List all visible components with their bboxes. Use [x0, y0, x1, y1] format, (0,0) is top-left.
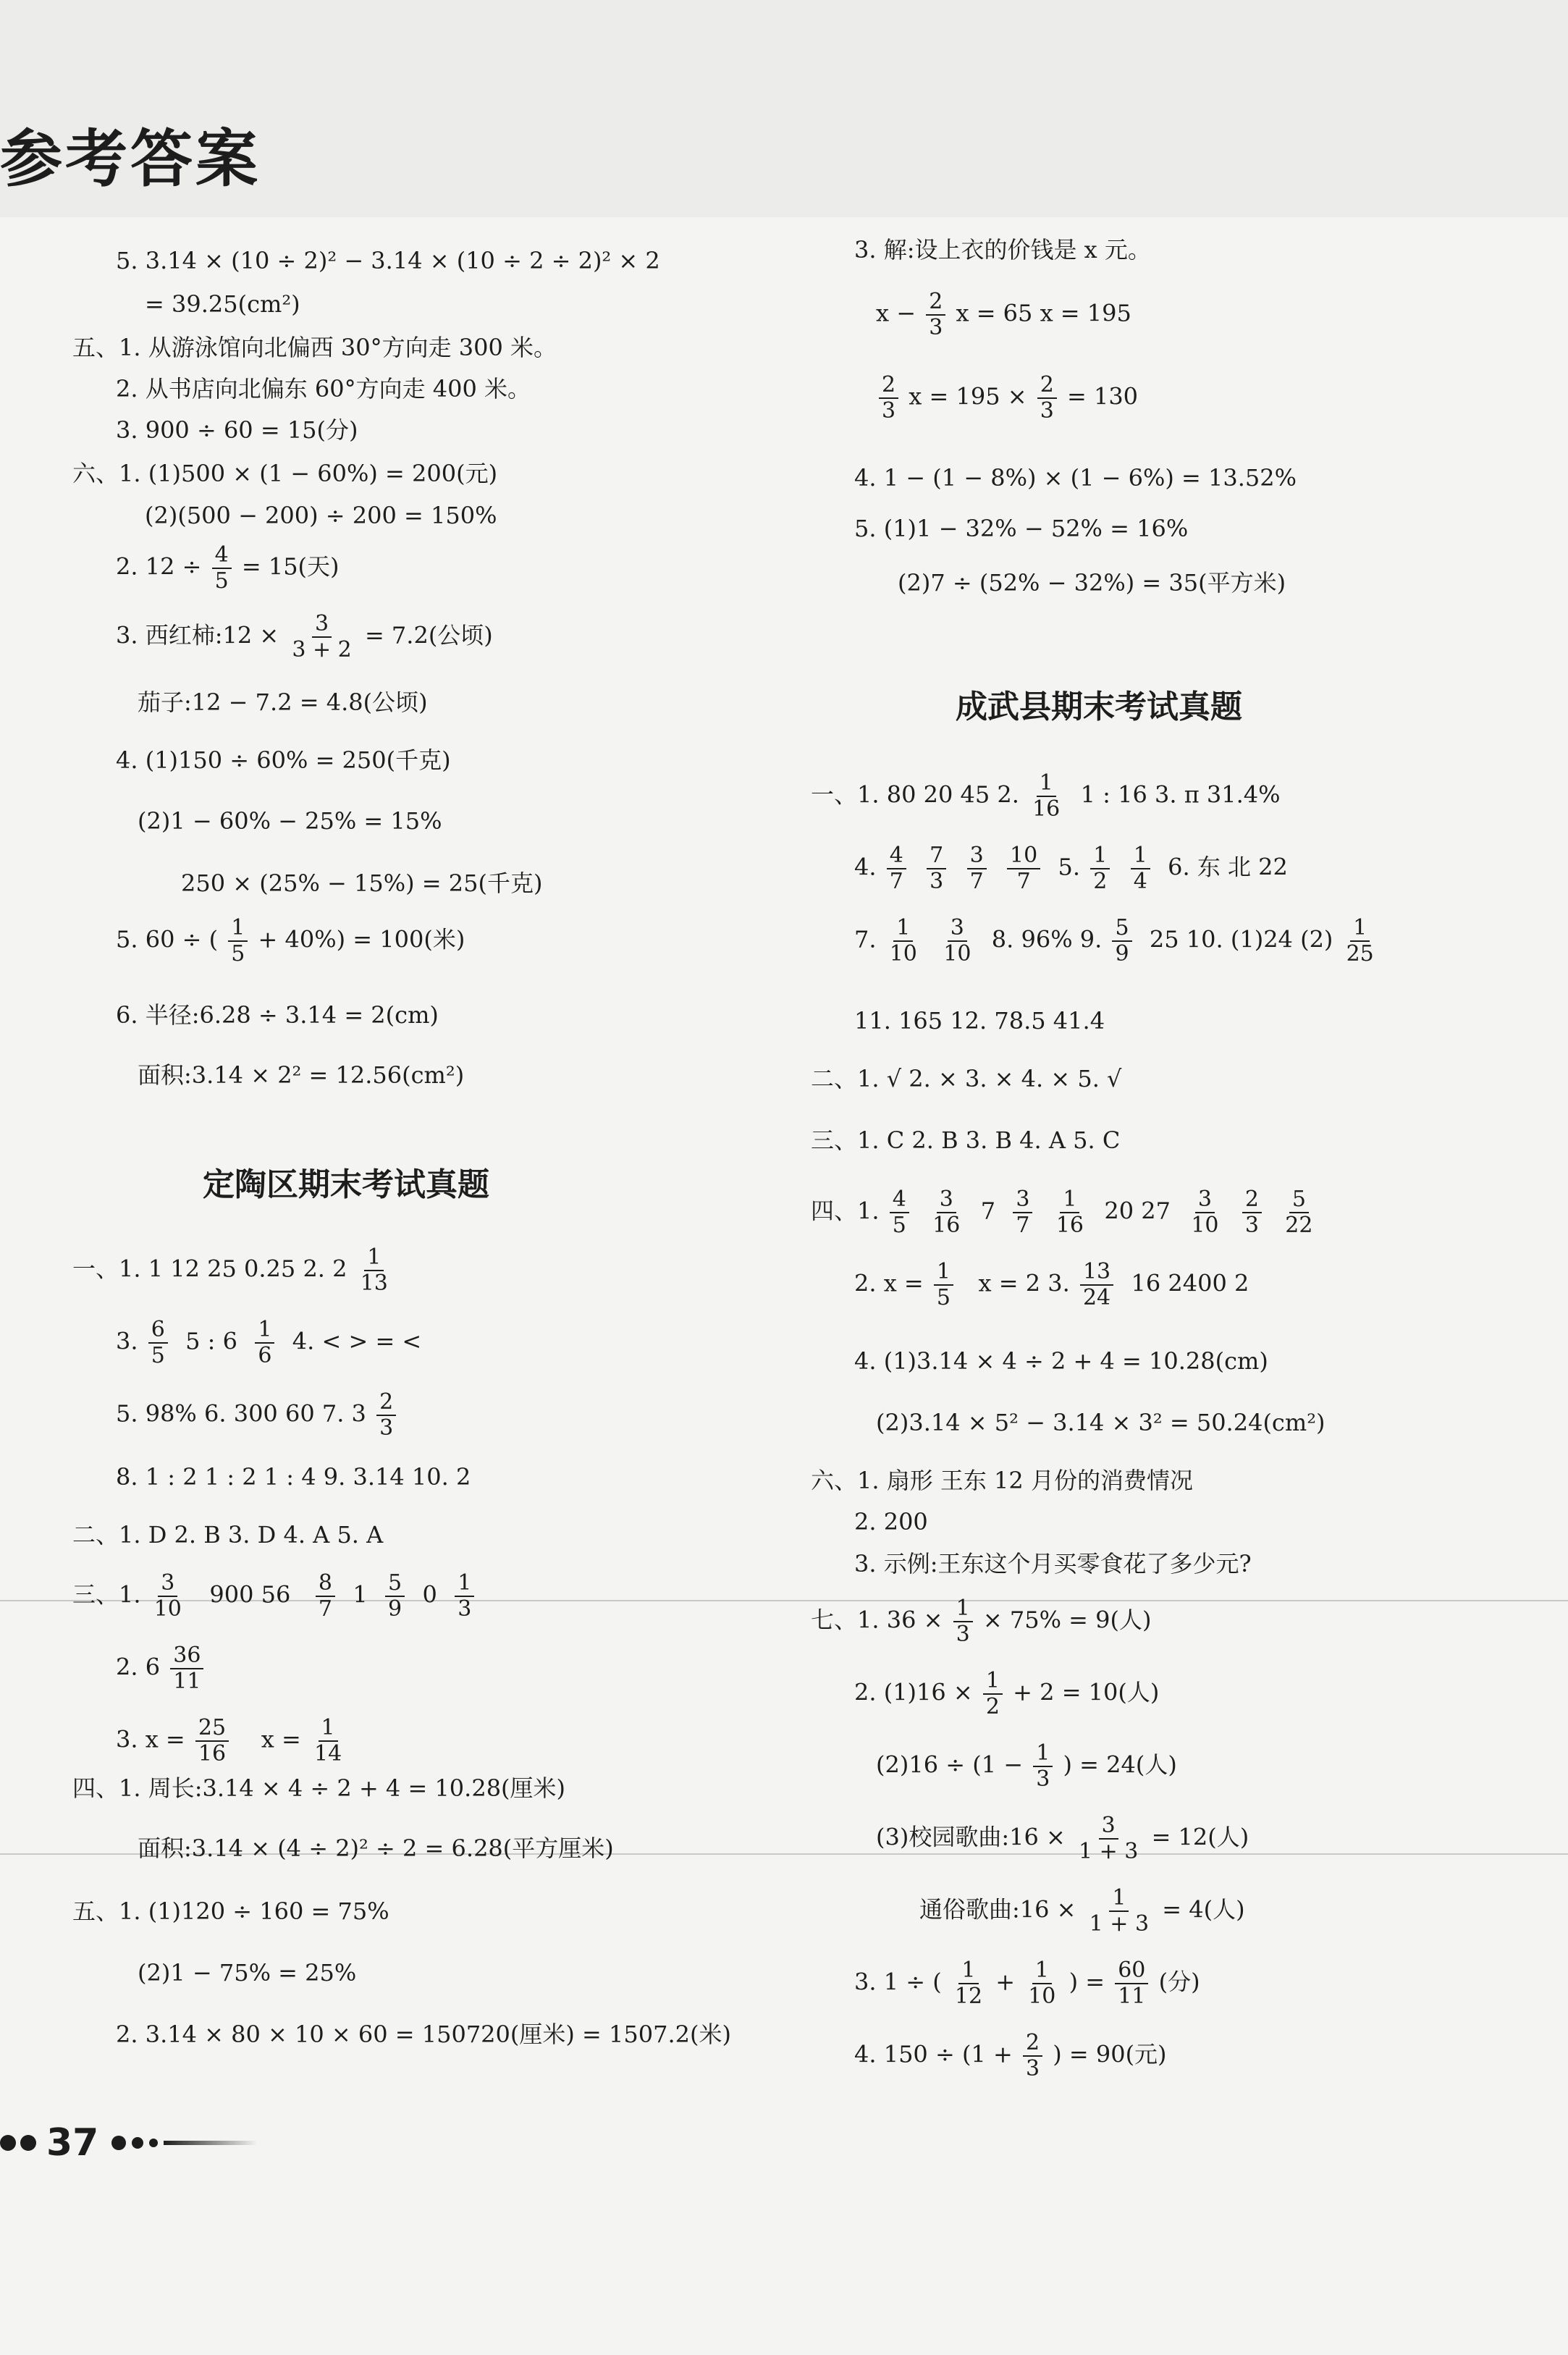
fraction: $\frac{10}{7}$: [1007, 843, 1040, 894]
answer-line: 5. 98% 6. 300 60 7. 3 $\frac{2}{3}$: [116, 1390, 399, 1441]
fraction: $\frac{1}{3}$: [455, 1571, 474, 1622]
answer-line: 3. 1 ÷ ( $\frac{1}{12}$ + $\frac{1}{10}$ ) = $\frac{60}{11}$ (分): [854, 1958, 1200, 2009]
answer-line: 2. 6 $\frac{36}{11}$: [116, 1643, 206, 1694]
answer-line: = 39.25(cm²): [145, 290, 300, 318]
answer-line: 2. (1)16 × $\frac{1}{2}$ + 2 = 10(人): [854, 1668, 1160, 1719]
fraction: $\frac{60}{11}$: [1115, 1958, 1148, 2009]
fraction: $\frac{2}{3}$: [376, 1390, 396, 1441]
fraction: $\frac{7}{3}$: [927, 843, 946, 894]
answer-line: (2)7 ÷ (52% − 32%) = 35(平方米): [898, 569, 1286, 597]
fraction: $\frac{3}{16}$: [932, 1187, 961, 1238]
fraction: $\frac{3}{10}$: [943, 915, 971, 966]
answer-line: 4. (1)150 ÷ 60% = 250(千克): [116, 746, 451, 774]
answer-line: 2. 12 ÷ $\frac{4}{5}$ = 15(天): [116, 542, 340, 594]
answer-line: 4. $\frac{4}{7}$ $\frac{7}{3}$ $\frac{3}{7}$ $\frac{10}{7}$ 5. $\frac{1}{2}$ $\frac{1}{4}$ 6. 东 北 22: [854, 843, 1288, 894]
answer-line: 2. 3.14 × 80 × 10 × 60 = 150720(厘米) = 1507.2(米): [116, 2021, 731, 2048]
fraction: $\frac{6}{5}$: [148, 1318, 168, 1368]
bullet-icon: [20, 2135, 36, 2151]
answer-line: (2)1 − 60% − 25% = 15%: [138, 807, 442, 835]
answer-line: 二、1. √ 2. × 3. × 4. × 5. √: [811, 1065, 1122, 1092]
answer-line: 5. (1)1 − 32% − 52% = 16%: [854, 515, 1189, 542]
fraction: $\frac{4}{5}$: [890, 1187, 909, 1238]
answer-line: 7. $\frac{1}{10}$ $\frac{3}{10}$ 8. 96% 9. $\frac{5}{9}$ 25 10. (1)24 (2) $\frac{1}{25}$: [854, 916, 1380, 966]
fraction: $\frac{3}{10}$: [153, 1570, 182, 1622]
answer-line: 通俗歌曲:16 × $\frac{1}{1 + 3}$ = 4(人): [919, 1885, 1245, 1937]
fraction: $\frac{13}{24}$: [1080, 1260, 1113, 1310]
fraction: $\frac{1}{16}$: [1032, 770, 1061, 822]
answer-line: (2)(500 − 200) ÷ 200 = 150%: [145, 502, 497, 529]
fraction: $\frac{1}{14}$: [313, 1715, 342, 1766]
fraction: $\frac{3}{10}$: [1191, 1187, 1219, 1238]
fraction: $\frac{1}{1 + 3}$: [1089, 1885, 1150, 1937]
fraction: $\frac{1}{13}$: [360, 1244, 388, 1296]
answer-line: 三、1. $\frac{3}{10}$ 900 56 $\frac{8}{7}$ 1 $\frac{5}{9}$ 0 $\frac{1}{3}$: [72, 1571, 477, 1622]
fraction: $\frac{1}{6}$: [255, 1318, 274, 1368]
fraction: $\frac{3}{1 + 3}$: [1079, 1813, 1139, 1864]
answer-line: 茄子:12 − 7.2 = 4.8(公顷): [138, 688, 428, 716]
answer-line: 8. 1 : 2 1 : 2 1 : 4 9. 3.14 10. 2: [116, 1463, 471, 1491]
fraction: $\frac{1}{10}$: [1028, 1958, 1056, 2009]
answer-line: 5. 60 ÷ ( $\frac{1}{5}$ + 40%) = 100(米): [116, 915, 465, 966]
fraction: $\frac{4}{7}$: [887, 843, 906, 894]
answer-line: (2)1 − 75% = 25%: [138, 1959, 357, 1987]
answer-line: 3. $\frac{6}{5}$ 5 : 6 $\frac{1}{6}$ 4. < > = <: [116, 1317, 422, 1368]
answer-line: 一、1. 1 12 25 0.25 2. 2 $\frac{1}{13}$: [72, 1245, 394, 1296]
fraction: $\frac{5}{9}$: [385, 1571, 405, 1622]
answer-line: 6. 半径:6.28 ÷ 3.14 = 2(cm): [116, 1001, 439, 1029]
answer-line: (2)3.14 × 5² − 3.14 × 3² = 50.24(cm²): [876, 1409, 1325, 1436]
fraction: $\frac{5}{22}$: [1285, 1187, 1313, 1238]
fraction: $\frac{1}{10}$: [889, 915, 917, 966]
answer-line: 五、1. 从游泳馆向北偏西 30°方向走 300 米。: [72, 334, 557, 361]
answer-line: 一、1. 80 20 45 2. $\frac{1}{16}$ 1 : 16 3. π 31.4%: [811, 770, 1281, 822]
fraction: $\frac{3}{3 + 2}$: [292, 611, 352, 662]
fraction: $\frac{2}{3}$: [1037, 373, 1057, 424]
fraction: $\frac{8}{7}$: [316, 1571, 335, 1622]
answer-line: 4. 1 − (1 − 8%) × (1 − 6%) = 13.52%: [854, 464, 1297, 492]
answer-line: 四、1. 周长:3.14 × 4 ÷ 2 + 4 = 10.28(厘米): [72, 1774, 566, 1802]
section-title: 定陶区期末考试真题: [203, 1166, 489, 1203]
answer-line: (2)16 ÷ (1 − $\frac{1}{3}$ ) = 24(人): [876, 1740, 1177, 1792]
fraction: $\frac{1}{25}$: [1346, 915, 1374, 966]
answer-line: x − $\frac{2}{3}$ x = 65 x = 195: [876, 289, 1131, 340]
answer-line: 3. 示例:王东这个月买零食花了多少元?: [854, 1550, 1252, 1577]
section-title: 成武县期末考试真题: [956, 688, 1242, 725]
fraction: $\frac{3}{7}$: [967, 843, 987, 894]
answer-line: 2. 从书店向北偏东 60°方向走 400 米。: [116, 375, 531, 403]
fraction: $\frac{1}{2}$: [983, 1669, 1003, 1719]
bullet-icon: [0, 2135, 16, 2151]
answer-line: 5. 3.14 × (10 ÷ 2)² − 3.14 × (10 ÷ 2 ÷ 2)² × 2: [116, 247, 660, 274]
answer-line: 4. 150 ÷ (1 + $\frac{2}{3}$ ) = 90(元): [854, 2030, 1167, 2081]
fraction: $\frac{2}{3}$: [879, 373, 898, 424]
fraction: $\frac{1}{2}$: [1090, 843, 1110, 894]
decorative-dots-icon: [111, 2136, 258, 2150]
answer-line: 六、1. (1)500 × (1 − 60%) = 200(元): [72, 460, 498, 487]
fraction: $\frac{2}{3}$: [926, 290, 945, 340]
fraction: $\frac{5}{9}$: [1112, 916, 1131, 966]
fraction: $\frac{1}{3}$: [953, 1596, 973, 1647]
answer-line: 二、1. D 2. B 3. D 4. A 5. A: [72, 1521, 384, 1549]
fraction: $\frac{2}{3}$: [1242, 1187, 1262, 1238]
fraction: $\frac{1}{16}$: [1055, 1187, 1084, 1238]
fraction: $\frac{3}{7}$: [1013, 1187, 1032, 1238]
answer-line: 面积:3.14 × 2² = 12.56(cm²): [138, 1061, 465, 1089]
answer-line: 3. x = $\frac{25}{16}$ x = $\frac{1}{14}$: [116, 1716, 347, 1766]
fraction: $\frac{2}{3}$: [1023, 2031, 1042, 2081]
answer-line: 五、1. (1)120 ÷ 160 = 75%: [72, 1897, 389, 1925]
answer-line: $\frac{2}{3}$ x = 195 × $\frac{2}{3}$ = 130: [876, 373, 1138, 424]
answer-line: 4. (1)3.14 × 4 ÷ 2 + 4 = 10.28(cm): [854, 1347, 1268, 1375]
answer-line: 2. 200: [854, 1508, 928, 1535]
page-number: 37: [46, 2121, 99, 2165]
answer-line: 11. 165 12. 78.5 41.4: [854, 1007, 1105, 1035]
fraction: $\frac{4}{5}$: [212, 543, 232, 594]
page-title: 参考答案: [0, 123, 261, 195]
fraction: $\frac{1}{5}$: [934, 1260, 953, 1310]
fraction: $\frac{1}{5}$: [228, 916, 248, 966]
answer-line: 三、1. C 2. B 3. B 4. A 5. C: [811, 1126, 1121, 1154]
answer-line: 250 × (25% − 15%) = 25(千克): [181, 869, 543, 897]
answer-line: 七、1. 36 × $\frac{1}{3}$ × 75% = 9(人): [811, 1596, 1152, 1647]
fraction: $\frac{25}{16}$: [195, 1716, 229, 1766]
answer-line: 四、1. $\frac{4}{5}$ $\frac{3}{16}$ 7 $\frac{3}{7}$ $\frac{1}{16}$ 20 27 $\frac{3}{10}$ $\frac{2}{3}$ $\frac{5}{22}$: [811, 1187, 1318, 1238]
answer-line: 六、1. 扇形 王东 12 月份的消费情况: [811, 1467, 1193, 1494]
answer-line: 3. 西红柿:12 × $\frac{3}{3 + 2}$ = 7.2(公顷): [116, 611, 493, 662]
fraction: $\frac{1}{12}$: [954, 1958, 983, 2009]
fraction: $\frac{1}{4}$: [1131, 843, 1150, 894]
answer-line: 2. x = $\frac{1}{5}$ x = 2 3. $\frac{13}{24}$ 16 2400 2: [854, 1259, 1249, 1310]
fraction: $\frac{36}{11}$: [170, 1643, 203, 1694]
page-footer: [0, 2121, 258, 2165]
answer-line: 面积:3.14 × (4 ÷ 2)² ÷ 2 = 6.28(平方厘米): [138, 1834, 614, 1862]
answer-line: 3. 解:设上衣的价钱是 x 元。: [854, 236, 1151, 264]
answer-line: 3. 900 ÷ 60 = 15(分): [116, 416, 358, 444]
answer-line: (3)校园歌曲:16 × $\frac{3}{1 + 3}$ = 12(人): [876, 1813, 1249, 1864]
fraction: $\frac{1}{3}$: [1033, 1741, 1053, 1792]
